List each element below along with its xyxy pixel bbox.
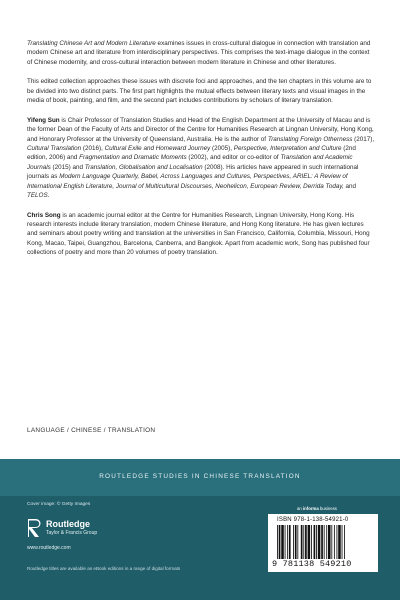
journal-ref: TELOS — [27, 192, 48, 200]
author-bio-song — [27, 211, 375, 258]
barcode-bar — [308, 525, 311, 559]
isbn-digits: 9 781138 549210 — [272, 559, 352, 569]
book-title: Translating Chinese Art and Modern Literature — [27, 40, 156, 47]
barcode-bar — [331, 525, 332, 559]
barcode-bar — [301, 525, 303, 559]
bio-text: (2017), — [352, 135, 375, 143]
barcode-bar — [305, 525, 307, 559]
barcode-bar — [303, 525, 304, 559]
intro-paragraph-2: This edited collection approaches these issues with discrete foci and approaches, and the ten chapters in this volume are to be divided into two distinct parts. The first part highlights the mutual effects between literary texts and visual images in the media of book, painting, and film, and the second part includes contributions by scholars of literary translation. — [27, 78, 372, 105]
cover-image-credit: Cover image: © Getty Images — [27, 502, 91, 507]
book-ref: Cultural Translation — [27, 144, 82, 152]
book-ref: Cultural Exile and Homeward Journey — [104, 144, 211, 152]
author-name: Yifeng Sun — [27, 116, 60, 124]
barcode-bar — [314, 525, 316, 559]
intro-text: examines issues in cross-cultural dialogue in connection with translation and modern Chinese art and literature from interdisciplinary perspectives. This comprises the text-image dialogue in the context of Chinese modernity, and cross-cultural interaction between modern literature in Chinese and other literatures. — [27, 40, 371, 66]
barcode-bar — [289, 525, 291, 559]
barcode-bar — [318, 525, 321, 559]
ebook-note: Routledge titles are available as eBook editions in a range of digital formats — [27, 566, 181, 571]
barcode-bar — [295, 525, 297, 559]
book-ref: Translating Foreign Otherness — [267, 135, 353, 143]
barcode-bar — [285, 525, 286, 559]
barcode-bar — [321, 525, 323, 559]
barcode-bar — [344, 525, 345, 559]
bio-text: (2016), — [81, 144, 105, 152]
publisher-name: Routledge — [46, 519, 90, 530]
barcode-box — [268, 514, 378, 572]
barcode-bar — [281, 525, 284, 559]
book-ref: Perspective, Interpretation and Culture — [233, 144, 342, 152]
bio-text: (2015) and — [50, 163, 85, 171]
publisher-block — [27, 518, 97, 538]
bio-text: (2002), and editor or co-editor of — [186, 154, 281, 162]
bio-text: (2005), — [210, 144, 234, 152]
back-cover-text — [27, 39, 375, 268]
subject-categories: LANGUAGE / CHINESE / TRANSLATION — [27, 427, 156, 434]
barcode-bar — [342, 525, 343, 559]
book-ref: Fragmentation and Dramatic Moments — [79, 154, 187, 162]
barcode-bar — [279, 525, 281, 559]
barcode-bar — [338, 525, 341, 559]
informa-tagline — [297, 506, 337, 511]
informa-prefix: an — [297, 506, 303, 511]
bio-text: is an academic journal editor at the Centre for Humanities Research, Lingnan University, Hong Kong. His research interests include literary translation, modern Chinese literature, and Hong Kong literature. He has given lectures and seminars about poetry writing and translation at the universities in San Francisco, California, Columbia, Missouri, Hong Kong, Macao, Taipei, Guangzhou, Barcelona, Canberra, and Bangkok. Apart from academic work, Song has published four collections of poetry and more than 20 volumes of poetry translation. — [27, 211, 370, 257]
bio-text: (2nd edition, 2006) and — [27, 144, 356, 162]
barcode-bar — [337, 525, 338, 559]
barcode-bar — [328, 525, 331, 559]
bio-text: . — [47, 192, 50, 200]
intro-paragraph-1 — [27, 39, 375, 67]
journal-list: Modern Language Quarterly, Babel, Across Languages and Cultures, Perspectives, ARIEL: A Review of International English Literature, Journal of Multicultural Discourses, Neohelicon, European Review, Derrida Today, — [27, 173, 348, 190]
book-ref: Translation, Globalisation and Localisation — [84, 163, 203, 171]
publisher-group: Taylor & Francis Group — [46, 529, 98, 536]
isbn-label: ISBN 978-1-138-54921-0 — [277, 517, 349, 523]
barcode-icon — [277, 525, 369, 559]
bio-text: (2008). His articles have appeared in such international journals as — [27, 163, 359, 181]
barcode-bar — [277, 525, 278, 559]
barcode-bar — [334, 525, 335, 559]
barcode-bar — [287, 525, 288, 559]
barcode-bar — [316, 525, 317, 559]
book-ref: Translation and Academic Journals — [27, 154, 353, 171]
barcode-bar — [293, 525, 294, 559]
informa-suffix: business — [318, 506, 337, 511]
bio-text: and — [343, 182, 357, 190]
bio-text: is Chair Professor of Translation Studies and Head of the English Department at the University of Macau and is the former Dean of the Faculty of Arts and Director of the Centre for Humanities Research at Lingnan University, Hong Kong, and Honorary Professor at the University of Queensland, Australia. He is the author of — [27, 116, 374, 143]
author-name: Chris Song — [27, 211, 61, 219]
publisher-website[interactable]: www.routledge.com — [27, 545, 71, 551]
author-bio-sun — [27, 116, 375, 201]
informa-word: informa — [302, 506, 319, 511]
series-title: ROUTLEDGE STUDIES IN CHINESE TRANSLATION — [99, 473, 301, 480]
barcode-bar — [297, 525, 298, 559]
barcode-bar — [324, 525, 325, 559]
barcode-bar — [311, 525, 312, 559]
barcode-bar — [326, 525, 327, 559]
routledge-logo-icon — [27, 518, 41, 538]
